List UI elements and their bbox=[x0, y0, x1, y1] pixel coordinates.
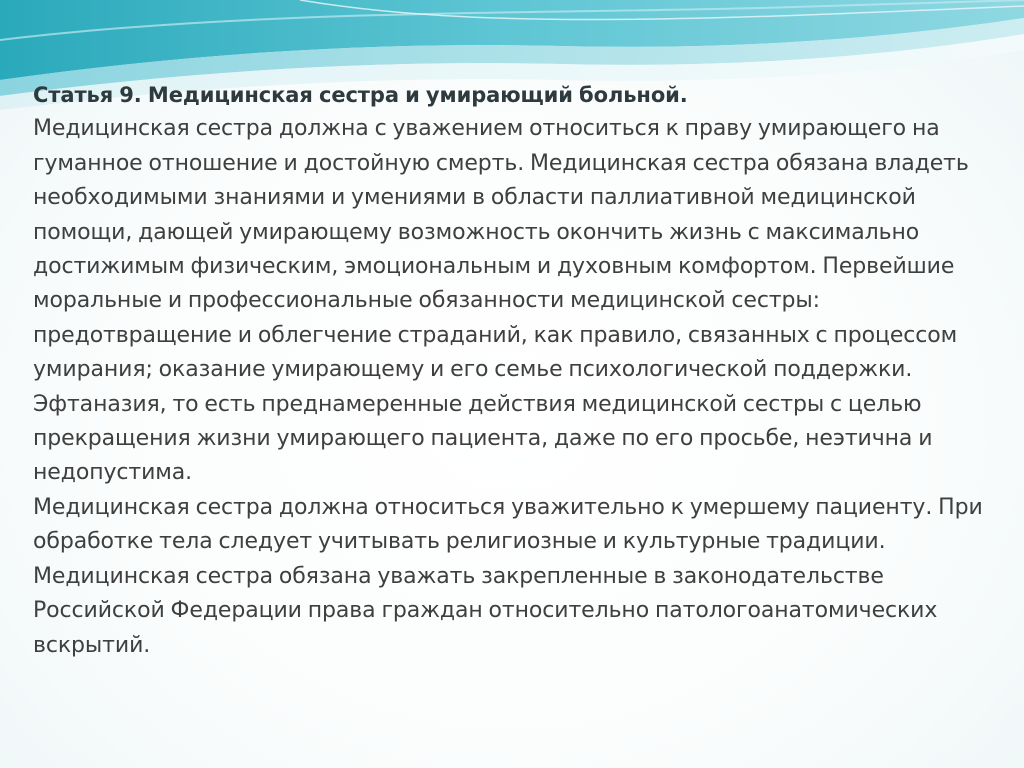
paragraph-deceased-patient: Медицинская сестра должна относиться уважительно к умершему пациенту. При обработке тела следует учитывать религиозные и культурные традиции. Медицинская сестра обязана уважать закрепленные в законодательстве Российской Федерации права граждан относительно патологоанатомических вскрытий. bbox=[33, 494, 983, 658]
slide-body bbox=[33, 78, 993, 663]
paragraph-dying-patient: Медицинская сестра должна с уважением относиться к праву умирающего на гуманное отношение и достойную смерть. Медицинская сестра обязана владеть необходимыми знаниями и умениями в области паллиативной медицинской помощи, дающей умирающему возможность окончить жизнь с максимально достижимым физическим, эмоциональным и духовным комфортом. Первейшие моральные и профессиональные обязанности медицинской сестры: предотвращение и облегчение страданий, как правило, связанных с процессом умирания; оказание умирающему и его семье психологической поддержки. Эфтаназия, то есть преднамеренные действия медицинской сестры с целью прекращения жизни умирающего пациента, даже по его просьбе, неэтична и недопустима. bbox=[33, 116, 969, 486]
article-heading: Статья 9. Медицинская сестра и умирающий больной. bbox=[33, 83, 688, 107]
